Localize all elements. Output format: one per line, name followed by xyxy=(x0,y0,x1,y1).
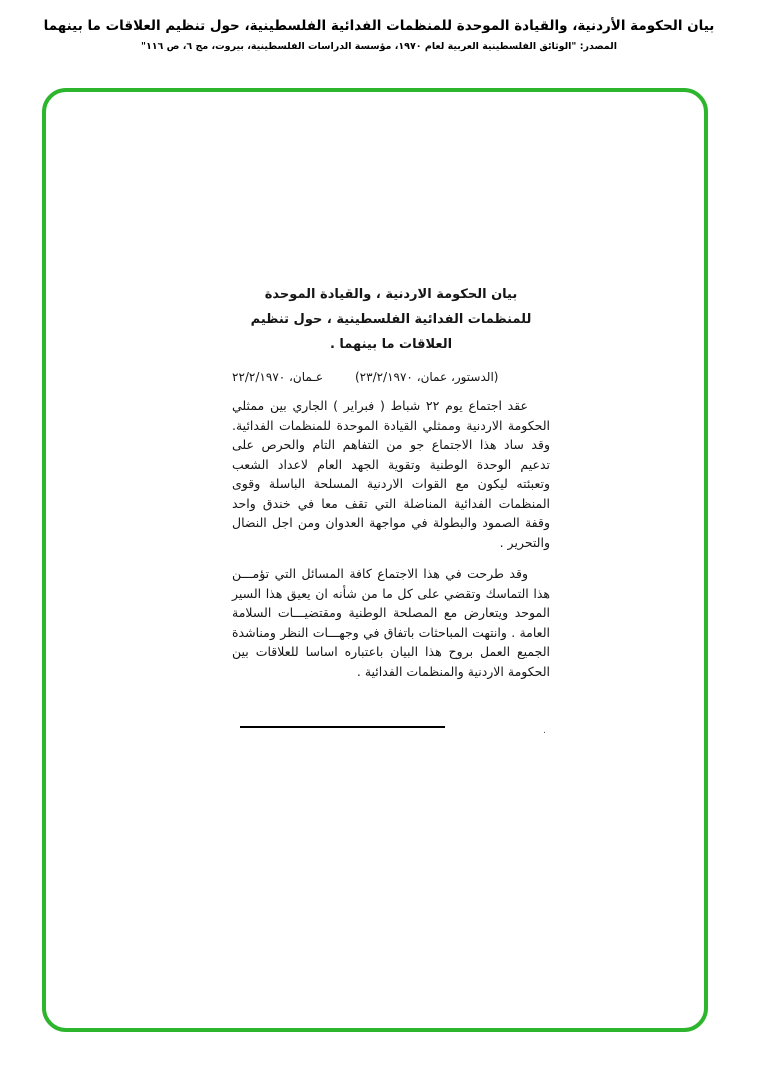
stray-mark: . xyxy=(543,726,546,736)
document-page xyxy=(232,282,550,736)
dateline-source-ref: (الدستور، عمان، ٢٣/٢/١٩٧٠) xyxy=(354,370,499,384)
page-header xyxy=(0,16,758,52)
document-frame xyxy=(42,88,708,1032)
separator-area xyxy=(232,726,550,736)
dateline xyxy=(232,370,550,384)
paragraph-2: وقد طرحت في هذا الاجتماع كافة المسائل التي تؤمـــن هذا التماسك وتقضي على كل ما من شأنه ان يعيق هذا السير الموحد ويتعارض مع المصلحة الوطنية ومقتضيـــات السلامة العامة . وانتهت المباحثات باتفاق في وجهـــات النظر ومناشدة الجميع العمل بروح هذا البيان باعتباره اساسا للعلاقات بين الحكومة الاردنية والمنظمات الفدائية . xyxy=(232,566,550,679)
separator-line xyxy=(240,726,445,728)
header-source: المصدر: "الوثائق الفلسطينية العربية لعام ١٩٧٠، مؤسسة الدراسات الفلسطينية، بيروت، مج ٦، ص ١١٦" xyxy=(140,41,618,52)
paragraph-1: عقد اجتماع يوم ٢٢ شباط ( فبراير ) الجاري بين ممثلي الحكومة الاردنية وممثلي القيادة الموحدة للمنظمات الفدائية. وقد ساد هذا الاجتماع جو من التفاهم التام والحرص على تدعيم الوحدة الوطنية وتقوية الجهد العام لاعداد الشعب وتعبئته ليكون مع القوات الاردنية المسلحة الباسلة وقوى المنظمات الفدائية المناضلة التي تقف معا في خندق واحد وقفة الصمود والبطولة في مواجهة العدوان ومن اجل النضال والتحرير . xyxy=(232,398,550,550)
header-title: بيان الحكومة الأردنية، والقيادة الموحدة للمنظمات الفدائية الفلسطينية، حول تنظيم العلاقات ما بينهما xyxy=(43,18,715,34)
document-title: بيان الحكومة الاردنية ، والقيادة الموحدة للمنظمات الفدائية الفلسطينية ، حول تنظيم العلاقات ما بينهما . xyxy=(250,287,532,352)
dateline-city-date: عـمان، ٢٢/٢/١٩٧٠ xyxy=(232,370,323,384)
